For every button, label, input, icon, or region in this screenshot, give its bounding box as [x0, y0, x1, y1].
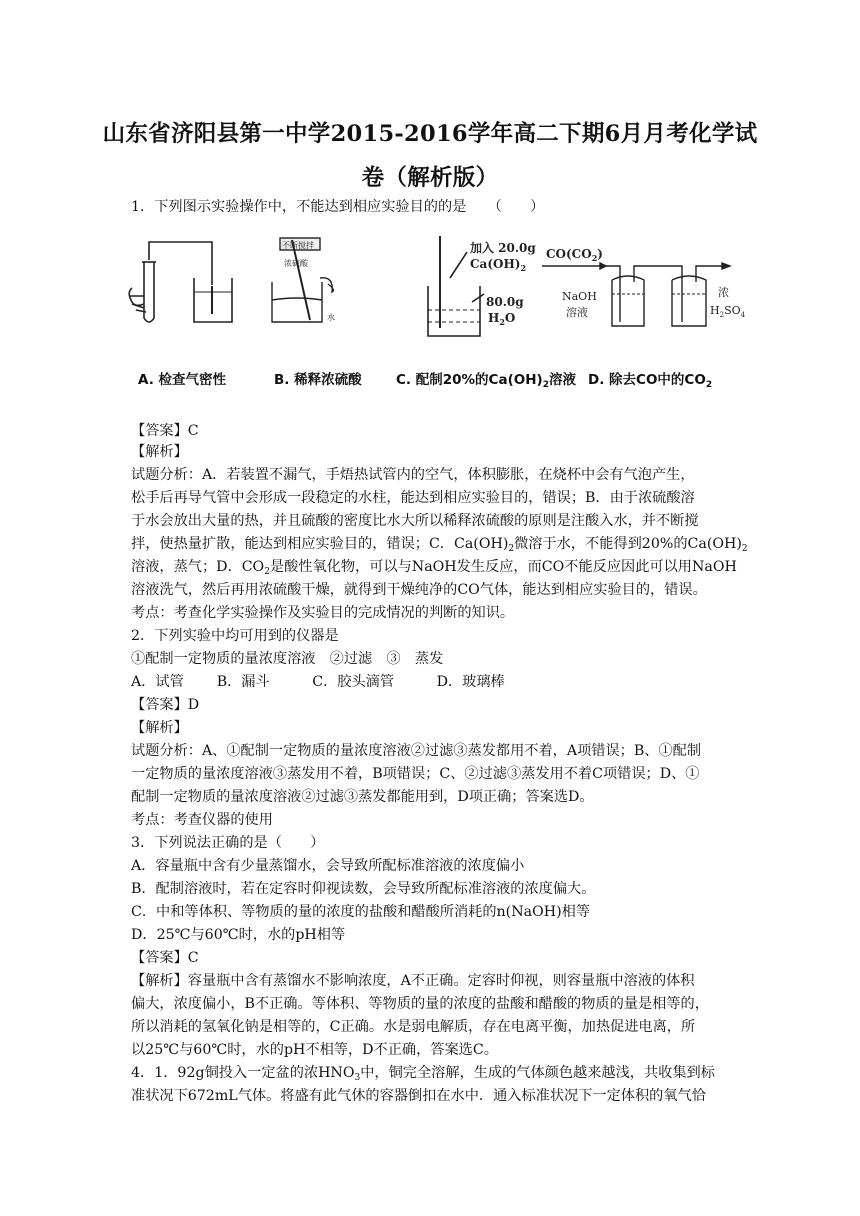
- question-1-analysis-line: 试题分析：A．若装置不漏气，手焐热试管内的空气，体积膨胀，在烧杯中会有气泡产生，: [131, 467, 695, 483]
- svg-text:H2O: $H_2O$: [488, 311, 516, 327]
- question-3-analysis-line: 以25℃与60℃时，水的pH不相等，D不正确，答案选C。: [131, 1042, 498, 1058]
- option-c-label: C. 配制20%的$Ca(OH)_2$溶液: [396, 372, 576, 390]
- question-2-options: A．试管 B．漏斗 C．胶头滴管 D．玻璃棒: [131, 674, 505, 690]
- svg-text:溶液: 溶液: [566, 306, 588, 319]
- apparatus-c-solution: [428, 236, 536, 336]
- option-b-label: B. 稀释浓硫酸: [274, 372, 362, 388]
- question-2-analysis-head: 【解析】: [131, 720, 188, 736]
- question-2-items: ①配制一定物质的量浓度溶液 ②过滤 ③ 蒸发: [131, 651, 444, 667]
- question-1-stem: 1．下列图示实验操作中，不能达到相应实验目的的是 （ ）: [131, 199, 545, 215]
- svg-text:浓硫酸: 浓硫酸: [284, 259, 308, 268]
- question-3-stem: 3．下列说法正确的是（ ）: [131, 835, 325, 851]
- question-2-stem: 2．下列实验中均可用到的仪器是: [131, 628, 339, 644]
- apparatus-d-purification: [542, 247, 746, 326]
- document-title-line-2: 卷（解析版）: [361, 165, 499, 191]
- svg-text:Ca(OH)2: $Ca(OH)_2$: [470, 257, 527, 273]
- question-3-option: D．25℃与60℃时，水的pH相等: [131, 927, 346, 943]
- question-3-analysis-line: 偏大，浓度偏小，B不正确。等体积、等物质的量的浓度的盐酸和醋酸的物质的量是相等的，: [131, 996, 709, 1012]
- question-1-key-point: 考点：考查化学实验操作及实验目的完成情况的判断的知识。: [131, 605, 515, 621]
- question-2-analysis-line: 试题分析：A、①配制一定物质的量浓度溶液②过滤③蒸发都用不着，A项错误；B、①配制: [131, 743, 702, 759]
- question-3-option: C．中和等体积、等物质的量的浓度的盐酸和醋酸所消耗的n(NaOH)相等: [131, 904, 591, 920]
- question-3-option: B．配制溶液时，若在定容时仰视读数，会导致所配标准溶液的浓度偏大。: [131, 881, 596, 897]
- question-3-analysis-line: 所以消耗的氢氧化钠是相等的，C正确。水是弱电解质，存在电离平衡，加热促进电离，所: [131, 1019, 696, 1035]
- question-1-analysis-line: 于水会放出大量的热，并且硫酸的密度比水大所以稀释浓硫酸的原则是注酸入水，并不断搅: [131, 513, 699, 529]
- apparatus-a-airtightness: [129, 242, 232, 322]
- question-3-analysis-line: 【解析】容量瓶中含有蒸馏水不影响浓度，A不正确。定容时仰视，则容量瓶中溶液的体积: [131, 973, 695, 989]
- svg-text:80.0g: 80.0g: [486, 295, 524, 309]
- question-3-answer: 【答案】C: [131, 950, 199, 966]
- apparatus-b-dilution: [272, 238, 335, 322]
- question-2-analysis-line: 一定物质的量浓度溶液③蒸发用不着，B项错误；C、②过滤③蒸发用不着C项错误；D、①: [131, 766, 700, 782]
- question-4-stem-line-1: 4．1．92g铜投入一定盆的浓$HNO_3$中，铜完全溶解，生成的气体颜色越来越浅，共收集到标: [131, 1065, 715, 1083]
- svg-text:CO(CO2): $CO(CO_2)$: [546, 247, 603, 263]
- question-1-analysis-line: 溶液，蒸气；D．$CO_2$是酸性氧化物，可以与NaOH发生反应，而CO不能反应因此可以用NaOH: [131, 559, 737, 577]
- question-1-analysis-line: 松手后再导气管中会形成一段稳定的水柱，能达到相应实验目的，错误；B．由于浓硫酸溶: [131, 490, 695, 506]
- svg-text:NaOH: NaOH: [562, 290, 597, 303]
- question-2-key-point: 考点：考查仪器的使用: [131, 812, 273, 828]
- svg-text:浓: 浓: [718, 286, 729, 299]
- svg-text:不断搅拌: 不断搅拌: [282, 241, 314, 250]
- question-2-analysis-line: 配制一定物质的量浓度溶液②过滤③蒸发都能用到，D项正确；答案选D。: [131, 789, 594, 805]
- question-1-answer: 【答案】C: [131, 423, 199, 439]
- svg-text:水: 水: [327, 313, 335, 322]
- question-2-answer: 【答案】D: [131, 697, 200, 713]
- question-3-option: A．容量瓶中含有少量蒸馏水，会导致所配标准溶液的浓度偏小: [131, 858, 525, 874]
- question-4-stem-line-2: 准状况下672mL气体。将盛有此气休的容器倒扣在水中．通入标准状况下一定体积的氧气恰: [131, 1088, 706, 1104]
- question-1-analysis-line: 溶液洗气，然后再用浓硫酸干燥，就得到干燥纯净的CO气体，能达到相应实验目的，错误。: [131, 582, 707, 598]
- svg-text:加入 20.0g: 加入 20.0g: [470, 241, 536, 255]
- option-d-label: D. 除去CO中的$CO_2$: [588, 372, 713, 390]
- question-1-figure: [122, 230, 746, 400]
- question-1-analysis-head: 【解析】: [131, 444, 188, 460]
- question-1-analysis-line: 拌，使热量扩散，能达到相应实验目的，错误；C．$Ca(OH)_2$微溶于水，不能得到20%的$Ca(OH)_2$: [131, 536, 748, 554]
- svg-text:H2SO4: $H_2SO_4$: [710, 304, 746, 319]
- document-title-line-1: 山东省济阳县第一中学2015-2016学年高二下期6月月考化学试: [102, 121, 758, 147]
- option-a-label: A. 检查气密性: [138, 372, 227, 388]
